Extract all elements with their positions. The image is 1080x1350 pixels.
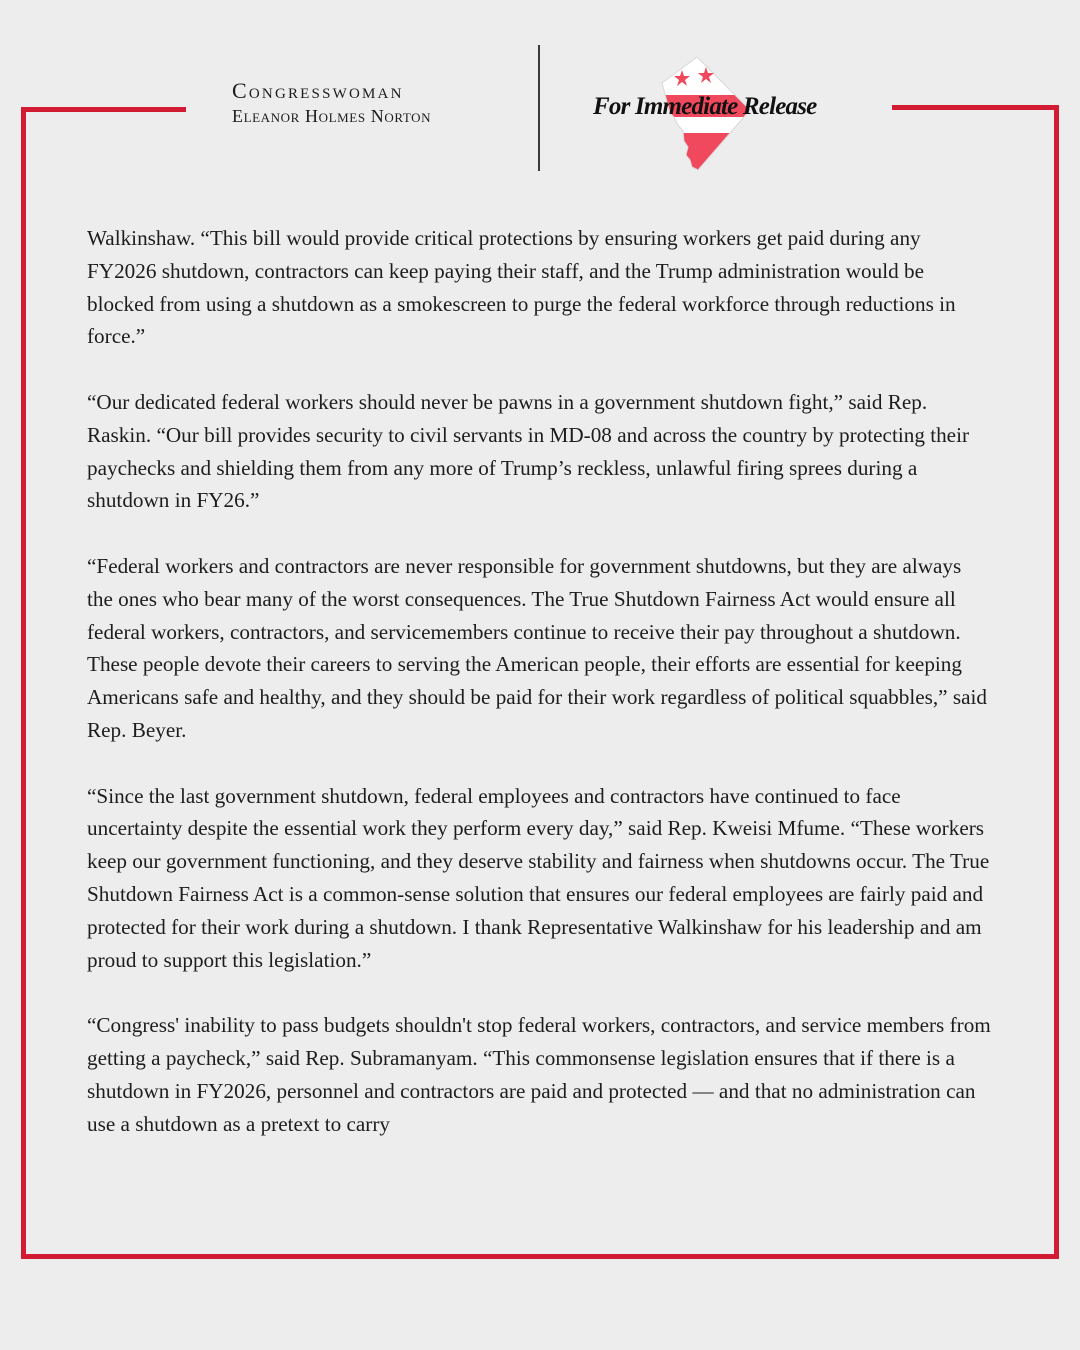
paragraph-mfume-quote: “Since the last government shutdown, federal employees and contractors have continued to face uncertainty despite the essential work they perform every day,” said Rep. Kweisi Mfume. “These workers keep our government functioning, and they deserve stability and fairness when shutdowns occur. The True Shutdown Fairness Act is a common-sense solution that ensures our federal employees are fairly paid and protected for their work during a shutdown. I thank Representative Walkinshaw for his leadership and am proud to support this legislation.” (87, 783, 990, 972)
frame-border-bottom (21, 1254, 1059, 1259)
title-line-1: Congresswoman (232, 78, 404, 103)
frame-border-right (1054, 107, 1059, 1259)
frame-border-top-left (21, 107, 186, 112)
frame-border-left (21, 107, 26, 1259)
title-line-2: Eleanor Holmes Norton (232, 106, 432, 126)
paragraph-beyer-quote: “Federal workers and contractors are never responsible for government shutdowns, but they are always the ones who bear many of the worst consequences. The True Shutdown Fairness Act would ensure all federal workers, contractors, and servicemembers continue to receive their pay throughout a shutdown. These people devote their careers to serving the American people, their efforts are essential for keeping Americans safe and healthy, and they should be paid for their work regardless of political squabbles,” said Rep. Beyer. (87, 553, 987, 742)
congresswoman-wordmark (232, 78, 494, 128)
release-logo (590, 55, 850, 175)
paragraph-walkinshaw-quote: Walkinshaw. “This bill would provide critical protections by ensuring workers get paid during any FY2026 shutdown, contractors can keep paying their staff, and the Trump administration would be blocked from using a shutdown as a smokescreen to purge the federal workforce through reductions in force.” (87, 226, 956, 349)
paragraph-subramanyam-quote: “Congress' inability to pass budgets shouldn't stop federal workers, contractors, and service members from getting a paycheck,” said Rep. Subramanyam. “This commonsense legislation ensures that if there is a shutdown in FY2026, personnel and contractors are paid and protected — and that no administration can use a shutdown as a pretext to carry (87, 1013, 991, 1136)
frame-border-top-right (892, 105, 1059, 110)
header-divider (538, 45, 540, 171)
release-label: For Immediate Release (593, 93, 817, 120)
press-release-body (87, 222, 992, 1173)
paragraph-raskin-quote: “Our dedicated federal workers should never be pawns in a government shutdown fight,” said Rep. Raskin. “Our bill provides security to civil servants in MD-08 and across the country by protecting their paychecks and shielding them from any more of Trump’s reckless, unlawful firing sprees during a shutdown in FY26.” (87, 389, 970, 513)
